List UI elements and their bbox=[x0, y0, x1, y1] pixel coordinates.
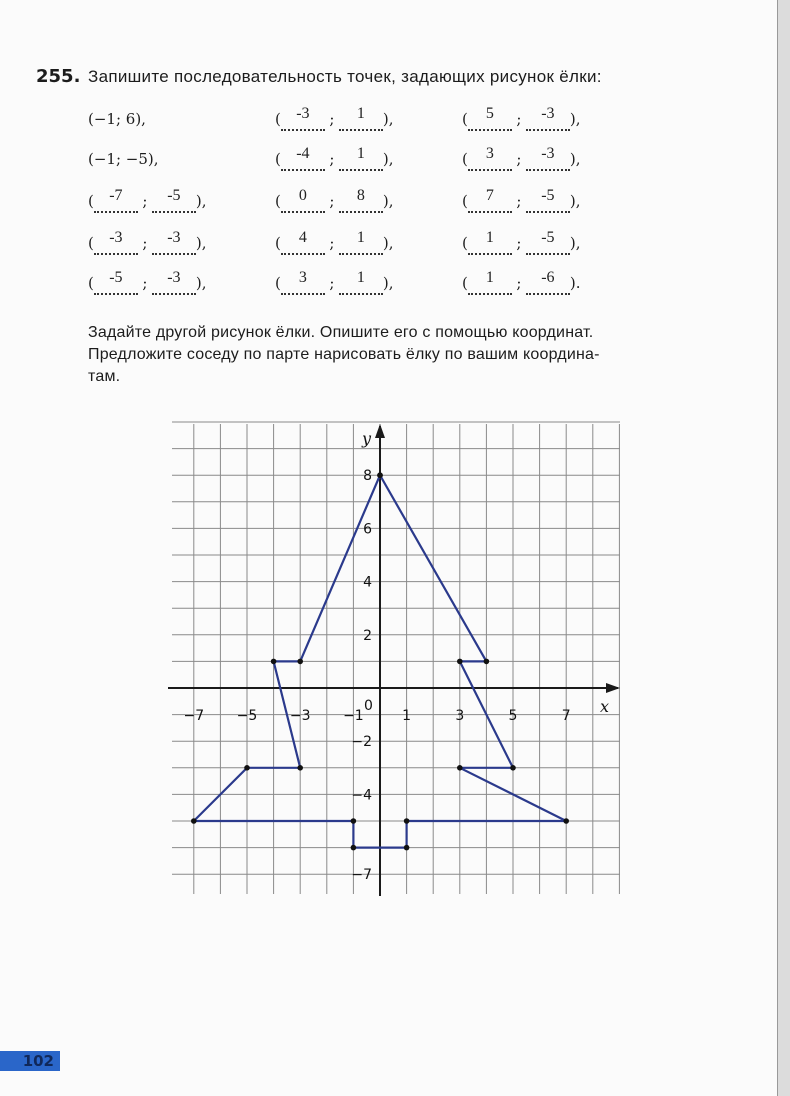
y-blank[interactable] bbox=[152, 229, 196, 253]
x-tick-label: −1 bbox=[343, 708, 364, 724]
x-blank[interactable] bbox=[468, 269, 512, 293]
page-edge bbox=[777, 0, 790, 1096]
y-blank[interactable] bbox=[339, 229, 383, 253]
y-tick-label: −7 bbox=[351, 867, 372, 884]
x-value: -3 bbox=[296, 105, 310, 122]
y-value: 8 bbox=[356, 187, 365, 204]
open-paren: ( bbox=[462, 110, 468, 128]
x-blank[interactable] bbox=[94, 187, 138, 211]
y-blank[interactable] bbox=[526, 105, 570, 129]
y-value: -5 bbox=[541, 187, 555, 204]
separator: ; bbox=[516, 110, 522, 128]
y-blank[interactable] bbox=[339, 105, 383, 129]
x-blank[interactable] bbox=[281, 229, 325, 253]
separator: ; bbox=[516, 150, 522, 168]
y-value: 1 bbox=[356, 105, 365, 122]
point-pair[interactable] bbox=[462, 105, 581, 136]
x-blank[interactable] bbox=[94, 229, 138, 253]
y-blank[interactable] bbox=[526, 229, 570, 253]
close-paren: ), bbox=[382, 234, 394, 252]
point-pair[interactable] bbox=[275, 187, 394, 218]
x-tick-label: 7 bbox=[561, 708, 571, 724]
x-blank[interactable] bbox=[281, 269, 325, 293]
x-blank[interactable] bbox=[281, 105, 325, 129]
paragraph-line-2: Предложите соседу по парте нарисовать ёлку по вашим координа- bbox=[88, 346, 600, 363]
point-pair[interactable] bbox=[462, 145, 581, 176]
x-value: 3 bbox=[298, 269, 307, 286]
tree-vertex bbox=[404, 818, 410, 824]
y-tick-label: −4 bbox=[351, 787, 372, 804]
y-value: -3 bbox=[541, 145, 555, 162]
open-paren: ( bbox=[275, 234, 281, 252]
x-value: -3 bbox=[109, 229, 123, 246]
separator: ; bbox=[329, 150, 335, 168]
y-blank[interactable] bbox=[152, 269, 196, 293]
close-paren: ), bbox=[382, 192, 394, 210]
open-paren: ( bbox=[275, 192, 281, 210]
y-value: 1 bbox=[356, 229, 365, 246]
close-paren: ), bbox=[195, 274, 207, 292]
point-pair[interactable] bbox=[275, 229, 394, 260]
y-axis-arrow bbox=[375, 424, 385, 438]
open-paren: ( bbox=[275, 150, 281, 168]
x-blank[interactable] bbox=[468, 187, 512, 211]
close-paren: ), bbox=[195, 234, 207, 252]
separator: ; bbox=[329, 192, 335, 210]
y-value: -3 bbox=[541, 105, 555, 122]
y-blank[interactable] bbox=[339, 145, 383, 169]
point-pair[interactable] bbox=[88, 269, 207, 300]
open-paren: ( bbox=[275, 274, 281, 292]
paragraph-line-3: там. bbox=[88, 368, 121, 385]
y-value: -6 bbox=[541, 269, 555, 286]
close-paren: ), bbox=[569, 192, 581, 210]
point-pair[interactable] bbox=[462, 187, 581, 218]
y-blank[interactable] bbox=[339, 187, 383, 211]
x-blank[interactable] bbox=[281, 145, 325, 169]
x-value: -5 bbox=[109, 269, 123, 286]
open-paren: ( bbox=[462, 192, 468, 210]
y-value: -3 bbox=[167, 269, 181, 286]
separator: ; bbox=[142, 274, 148, 292]
origin-label: 0 bbox=[364, 698, 373, 714]
given-point-text: (−1; −5), bbox=[88, 150, 159, 168]
close-paren: ), bbox=[382, 274, 394, 292]
separator: ; bbox=[142, 234, 148, 252]
x-value: 1 bbox=[485, 269, 494, 286]
y-value: -5 bbox=[541, 229, 555, 246]
close-paren: ), bbox=[569, 234, 581, 252]
x-tick-label: 5 bbox=[508, 708, 518, 724]
tree-vertex bbox=[484, 659, 490, 665]
x-tick-label: −7 bbox=[183, 708, 205, 724]
point-pair[interactable] bbox=[462, 269, 581, 300]
x-blank[interactable] bbox=[281, 187, 325, 211]
y-blank[interactable] bbox=[526, 187, 570, 211]
y-tick-label: 4 bbox=[363, 574, 372, 591]
point-pair bbox=[88, 110, 146, 136]
x-tick-label: 1 bbox=[402, 708, 412, 724]
separator: ; bbox=[142, 192, 148, 210]
close-paren: ), bbox=[382, 150, 394, 168]
open-paren: ( bbox=[88, 192, 94, 210]
y-blank[interactable] bbox=[152, 187, 196, 211]
separator: ; bbox=[516, 192, 522, 210]
tree-vertex bbox=[191, 818, 197, 824]
task-title: Запишите последовательность точек, задающих рисунок ёлки: bbox=[88, 67, 602, 86]
point-pair[interactable] bbox=[275, 105, 394, 136]
tree-vertex bbox=[510, 765, 516, 771]
x-blank[interactable] bbox=[468, 229, 512, 253]
separator: ; bbox=[329, 274, 335, 292]
tree-vertex bbox=[404, 845, 410, 851]
y-blank[interactable] bbox=[526, 145, 570, 169]
paragraph-line-1: Задайте другой рисунок ёлки. Опишите его с помощью координат. bbox=[88, 324, 594, 341]
x-blank[interactable] bbox=[468, 145, 512, 169]
close-paren: ), bbox=[569, 150, 581, 168]
open-paren: ( bbox=[462, 274, 468, 292]
separator: ; bbox=[516, 274, 522, 292]
x-blank[interactable] bbox=[468, 105, 512, 129]
x-tick-label: 3 bbox=[455, 708, 465, 724]
x-blank[interactable] bbox=[94, 269, 138, 293]
y-tick-label: 2 bbox=[363, 627, 372, 644]
coordinate-plane bbox=[166, 418, 626, 900]
separator: ; bbox=[516, 234, 522, 252]
y-value: 1 bbox=[356, 145, 365, 162]
tree-vertex bbox=[244, 765, 250, 771]
tree-vertex bbox=[457, 765, 463, 771]
open-paren: ( bbox=[462, 150, 468, 168]
x-value: 7 bbox=[485, 187, 494, 204]
x-value: -7 bbox=[109, 187, 123, 204]
open-paren: ( bbox=[88, 274, 94, 292]
point-pair[interactable] bbox=[88, 187, 207, 218]
tree-vertex bbox=[563, 818, 569, 824]
x-value: 4 bbox=[298, 229, 307, 246]
tree-vertex bbox=[351, 845, 357, 851]
x-axis-arrow bbox=[606, 683, 620, 693]
y-blank[interactable] bbox=[526, 269, 570, 293]
tree-vertex bbox=[457, 659, 463, 665]
x-value: -4 bbox=[296, 145, 310, 162]
task-number: 255. bbox=[36, 66, 81, 87]
separator: ; bbox=[329, 110, 335, 128]
y-tick-label: 6 bbox=[363, 521, 372, 538]
x-tick-label: −3 bbox=[289, 708, 311, 724]
tree-vertex bbox=[377, 472, 383, 478]
open-paren: ( bbox=[462, 234, 468, 252]
x-value: 0 bbox=[298, 187, 307, 204]
x-value: 1 bbox=[485, 229, 494, 246]
point-pair[interactable] bbox=[275, 269, 394, 300]
tree-vertex bbox=[297, 765, 303, 771]
point-pair[interactable] bbox=[462, 229, 581, 260]
tree-vertex bbox=[351, 818, 357, 824]
given-point-text: (−1; 6), bbox=[88, 110, 146, 128]
open-paren: ( bbox=[88, 234, 94, 252]
point-pair bbox=[88, 150, 159, 176]
close-paren: ), bbox=[569, 110, 581, 128]
y-tick-label: 8 bbox=[363, 468, 372, 485]
x-value: 3 bbox=[485, 145, 494, 162]
point-pair[interactable] bbox=[88, 229, 207, 260]
x-axis-label: x bbox=[600, 697, 610, 716]
y-blank[interactable] bbox=[339, 269, 383, 293]
y-tick-label: −2 bbox=[351, 734, 372, 751]
open-paren: ( bbox=[275, 110, 281, 128]
y-axis-label: y bbox=[362, 429, 372, 448]
close-paren: ), bbox=[382, 110, 394, 128]
y-value: -5 bbox=[167, 187, 181, 204]
close-paren: ), bbox=[195, 192, 207, 210]
x-value: 5 bbox=[485, 105, 494, 122]
close-paren: ). bbox=[569, 274, 581, 292]
point-pair[interactable] bbox=[275, 145, 394, 176]
separator: ; bbox=[329, 234, 335, 252]
page-number: 102 bbox=[0, 1051, 60, 1071]
x-tick-label: −5 bbox=[236, 708, 258, 724]
tree-vertex bbox=[271, 659, 277, 665]
y-value: -3 bbox=[167, 229, 181, 246]
tree-vertex bbox=[297, 659, 303, 665]
y-value: 1 bbox=[356, 269, 365, 286]
